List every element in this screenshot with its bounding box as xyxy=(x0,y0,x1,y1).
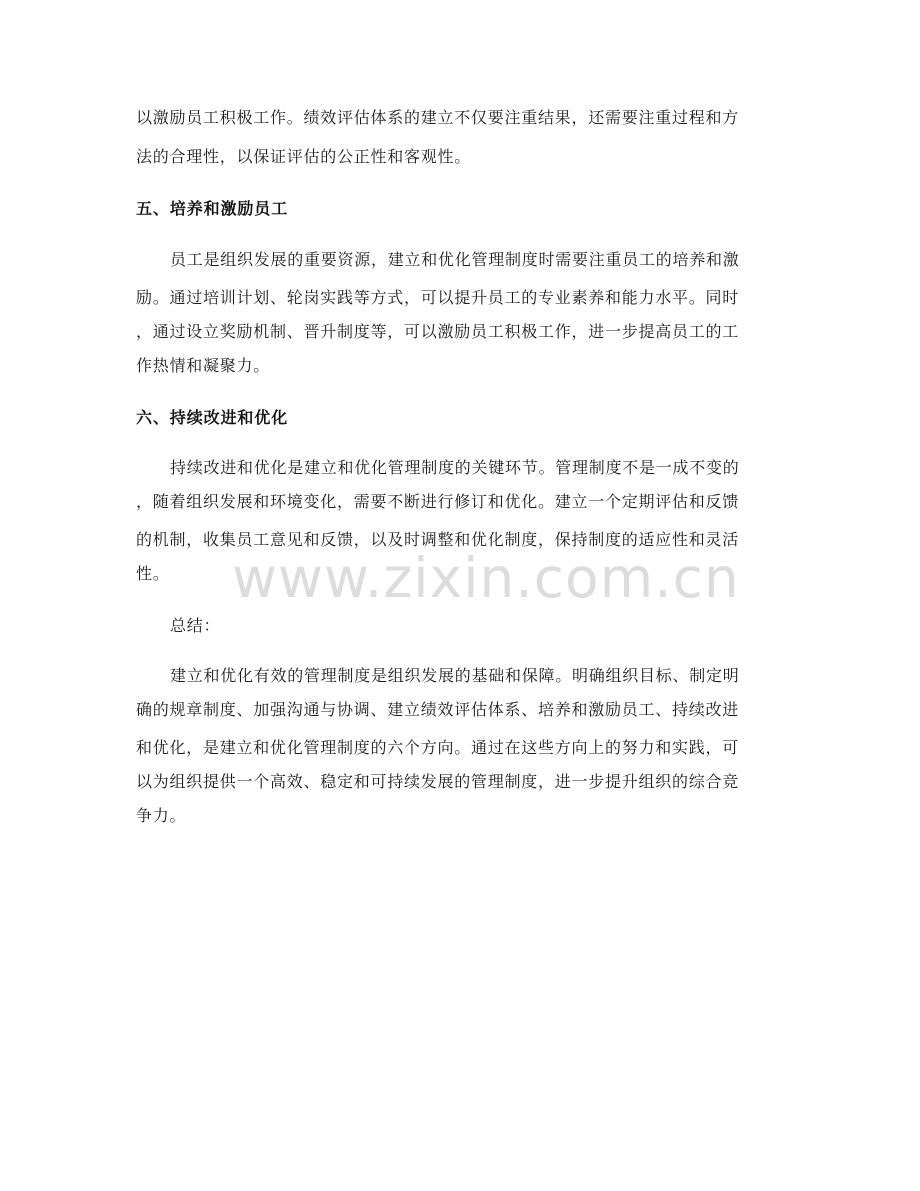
section-5-line-2: 励。通过培训计划、轮岗实践等方式，可以提升员工的专业素养和能力水平。同时 xyxy=(136,288,740,307)
summary-line-2: 确的规章制度、加强沟通与协调、建立绩效评估体系、培养和激励员工、持续改进 xyxy=(136,700,740,719)
summary-line-5: 争力。 xyxy=(136,806,187,825)
section-6-heading: 六、持续改进和优化 xyxy=(136,408,289,427)
section-6-line-4: 性。 xyxy=(136,564,170,583)
section-6-line-1: 持续改进和优化是建立和优化管理制度的关键环节。管理制度不是一成不变的 xyxy=(170,458,740,477)
summary-line-1: 建立和优化有效的管理制度是组织发展的基础和保障。明确组织目标、制定明 xyxy=(170,666,740,685)
site-watermark: www.zixin.com.cn xyxy=(232,546,740,610)
section-6-line-2: ，随着组织发展和环境变化，需要不断进行修订和优化。建立一个定期评估和反馈 xyxy=(136,492,740,511)
summary-line-4: 以为组织提供一个高效、稳定和可持续发展的管理制度，进一步提升组织的综合竞 xyxy=(136,772,740,791)
section-6-line-3: 的机制，收集员工意见和反馈，以及时调整和优化制度，保持制度的适应性和灵活 xyxy=(136,530,740,549)
intro-line-2: 法的合理性，以保证评估的公正性和客观性。 xyxy=(136,147,472,166)
section-5-heading: 五、培养和激励员工 xyxy=(136,199,289,218)
section-5-line-1: 员工是组织发展的重要资源，建立和优化管理制度时需要注重员工的培养和激 xyxy=(170,250,740,269)
section-5-line-4: 作热情和凝聚力。 xyxy=(136,356,271,375)
summary-label: 总结： xyxy=(170,616,221,635)
summary-line-3: 和优化，是建立和优化管理制度的六个方向。通过在这些方向上的努力和实践，可 xyxy=(136,738,740,757)
section-5-line-3: ，通过设立奖励机制、晋升制度等，可以激励员工积极工作，进一步提高员工的工 xyxy=(136,322,740,341)
intro-line-1: 以激励员工积极工作。绩效评估体系的建立不仅要注重结果，还需要注重过程和方 xyxy=(136,108,740,127)
